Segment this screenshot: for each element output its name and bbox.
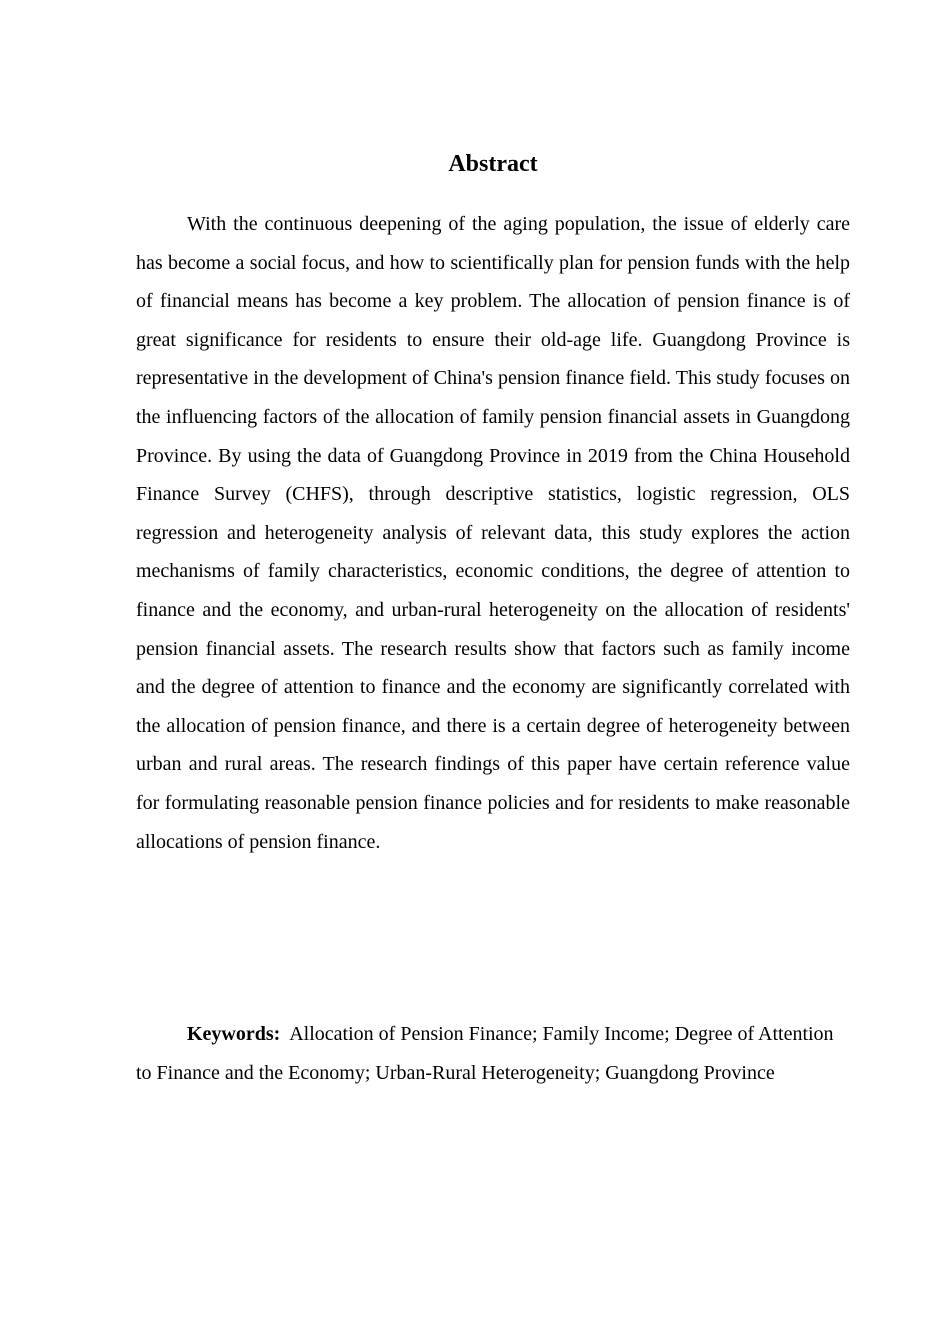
keywords-text: Allocation of Pension Finance; Family Income; Degree of Attention to Finance and the Economy; Urban-Rural Heterogeneity; Guangdong Province (136, 1023, 834, 1084)
abstract-body: With the continuous deepening of the aging population, the issue of elderly care has become a social focus, and how to scientifically plan for pension funds with the help of financial means has become a key problem. The allocation of pension finance is of great significance for residents to ensure their old-age life. Guangdong Province is representative in the development of China's pension finance field. This study focuses on the influencing factors of the allocation of family pension financial assets in Guangdong Province. By using the data of Guangdong Province in 2019 from the China Household Finance Survey (CHFS), through descriptive statistics, logistic regression, OLS regression and heterogeneity analysis of relevant data, this study explores the action mechanisms of family characteristics, economic conditions, the degree of attention to finance and the economy, and urban-rural heterogeneity on the allocation of residents' pension financial assets. The research results show that factors such as family income and the degree of attention to finance and the economy are significantly correlated with the allocation of pension finance, and there is a certain degree of heterogeneity between urban and rural areas. The research findings of this paper have certain reference value for formulating reasonable pension finance policies and for residents to make reasonable allocations of pension finance. (136, 213, 850, 853)
abstract-title: Abstract (448, 151, 538, 177)
keywords-paragraph (136, 1015, 850, 1092)
keywords-label: Keywords: (187, 1023, 281, 1045)
